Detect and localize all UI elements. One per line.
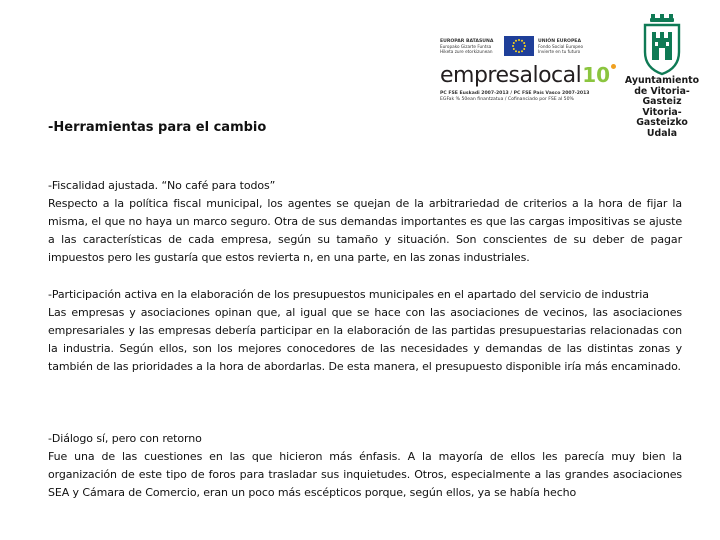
- city-crest-icon: [639, 14, 685, 76]
- wordmark-local: local: [532, 62, 582, 88]
- eu-funding-banner: [440, 36, 604, 56]
- city-line2: de Vitoria-Gasteiz: [634, 85, 690, 108]
- empresalocal-logo: [440, 36, 611, 110]
- section-heading: -Diálogo sí, pero con retorno: [48, 432, 202, 445]
- eu-spanish-line3: Invierte en tu futuro: [538, 49, 581, 54]
- city-council-name: [622, 76, 702, 140]
- section-body: Respecto a la política fiscal municipal, los agentes se quejan de la arbitrariedad de criterios a la hora de fijar la misma, el que no haya un marco seguro. Otra de sus demandas importantes es que las cargas impositivas se ajuste a las características de cada empresa, según su tamaño y situación. Son conscientes de su deber de pagar impuestos pero les gustaría que estos revierta n, en una parte, en las zonas industriales.: [48, 197, 682, 264]
- city-line1: Ayuntamiento: [624, 75, 700, 86]
- section-dialogo: [48, 430, 682, 502]
- city-line4: Udala: [646, 127, 678, 139]
- section-body: Las empresas y asociaciones opinan que, al igual que se hace con las asociaciones de vecinos, las asociaciones empresariales y las empresas debería participar en la elaboración de las partidas presupuestarias relacionadas con la industria. Según ellos, son los mejores conocedores de las necesidades y demandas de las distintas zonas y también de las prioridades a la hora de abordarlas. De esta manera, el presupuesto disponible iría más encaminado.: [48, 306, 682, 373]
- wordmark-ten: [582, 63, 610, 87]
- funding-line1: PC FSE Euskadi 2007-2013 / PC FSE País Vasco 2007-2013: [440, 91, 590, 96]
- empresalocal-wordmark: [440, 62, 611, 88]
- eu-spanish-line1: UNIÓN EUROPEA: [538, 39, 582, 44]
- wordmark-ten-text: 10: [582, 63, 611, 87]
- eu-text-basque: [440, 38, 500, 54]
- wordmark-dot-icon: [611, 64, 616, 69]
- eu-spanish-line2: Fondo Social Europeo: [538, 44, 584, 49]
- city-council-logo: [622, 14, 702, 139]
- eu-basque-line3: Hiketa zure etorkizunean: [440, 49, 493, 54]
- eu-basque-line2: Europako Gizarte Funtsa: [440, 44, 492, 49]
- funding-line2: EGFak % 50ean finantzatua / Cofinanciado por FSE al 50%: [440, 97, 574, 102]
- section-fiscalidad: [48, 177, 682, 267]
- page-title: -Herramientas para el cambio: [48, 120, 267, 135]
- city-line3: Vitoria-Gasteizko: [636, 106, 688, 129]
- wordmark-empresa: empresa: [440, 62, 533, 88]
- eu-flag-icon: [504, 36, 534, 56]
- funding-note: [440, 91, 604, 103]
- eu-basque-line1: EUROPAR BATASUNA: [440, 39, 494, 44]
- section-heading: -Participación activa en la elaboración de los presupuestos municipales en el apartado del servicio de industria: [48, 288, 649, 301]
- section-heading: -Fiscalidad ajustada. “No café para todos”: [48, 179, 276, 192]
- section-participacion: [48, 286, 682, 376]
- eu-text-spanish: [538, 38, 583, 54]
- section-body: Fue una de las cuestiones en las que hicieron más énfasis. A la mayoría de ellos les parecía muy bien la organización de este tipo de foros para trasladar sus inquietudes. Otros, especialmente a las grandes asociaciones SEA y Cámara de Comercio, eran un poco más escépticos porque, según ellos, ya se había hecho: [48, 450, 682, 499]
